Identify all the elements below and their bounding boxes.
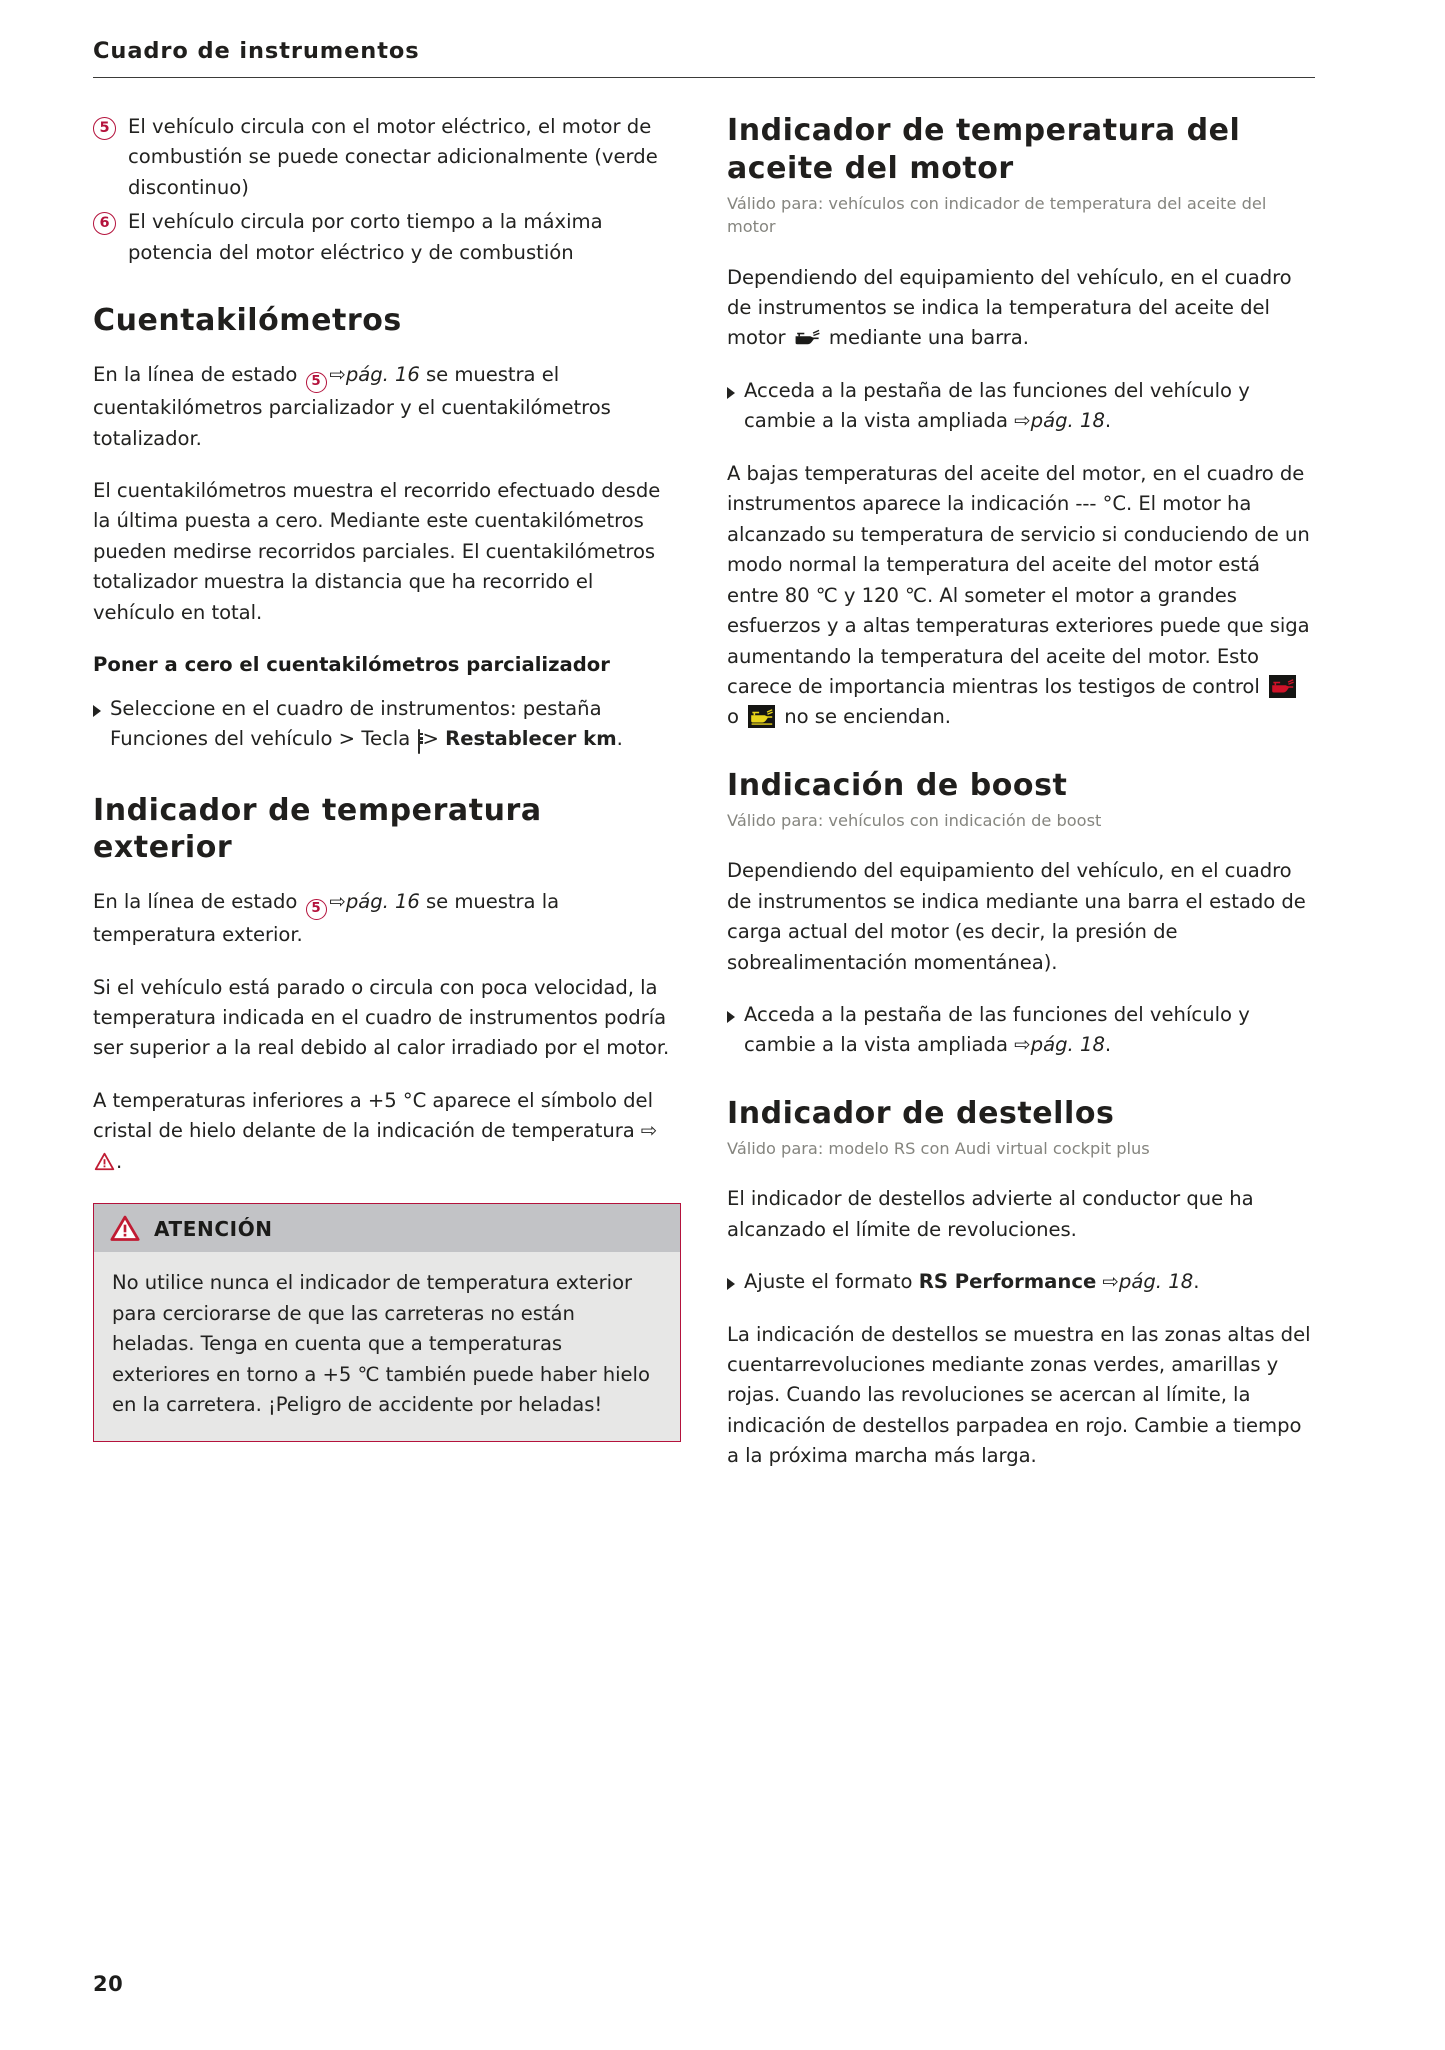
- text-fragment: >: [422, 727, 446, 751]
- section-heading-oil-temp: Indicador de temperatura del aceite del motor: [727, 113, 1241, 186]
- page-title: Cuadro de instrumentos: [93, 38, 420, 64]
- text-fragment: A bajas temperaturas del aceite del motor, en el cuadro de instrumentos aparece la indicación --- °C. El motor ha alcanzado su temperatura de servicio si conduciendo de un modo normal la temperatura del aceite del motor está entre 80 ℃ y 120 ℃. Al someter el motor a grandes esfuerzos y a altas temperaturas exteriores puede que siga aumentando la temperatura del aceite del motor. Esto carece de importancia mientras los testigos de control: [727, 461, 1310, 698]
- list-item: [93, 694, 681, 758]
- valid-for-note: Válido para: vehículos con indicación de boost: [727, 810, 1102, 830]
- reference-number-badge: 5: [306, 899, 327, 920]
- text-fragment: o: [727, 705, 746, 729]
- paragraph: El indicador de destellos advierte al conductor que ha alcanzado el límite de revoluciones.: [727, 1187, 1254, 1241]
- legend-list: [93, 112, 681, 268]
- section-heading-outside-temp: Indicador de temperatura exterior: [93, 792, 542, 866]
- cross-reference[interactable]: [330, 363, 420, 386]
- warning-triangle-icon: [110, 1215, 140, 1242]
- cross-reference-label: pág. 16: [345, 363, 420, 387]
- menu-path-bold: Restablecer km: [445, 727, 617, 751]
- text-fragment: En la línea de estado: [93, 363, 304, 387]
- paragraph: La indicación de destellos se muestra en las zonas altas del cuentarrevoluciones mediante zonas verdes, amarillas y rojas. Cuando las revoluciones se acercan al límite, la indicación de destellos parpadea en rojo. Cambie a tiempo a la próxima marcha más larga.: [727, 1322, 1311, 1468]
- text-fragment: .: [1104, 409, 1112, 433]
- legend-number-badge: 5: [93, 117, 116, 140]
- cross-reference[interactable]: [1014, 409, 1105, 432]
- text-fragment: Ajuste el formato: [744, 1270, 919, 1294]
- left-column: [93, 112, 681, 1494]
- text-fragment: no se enciendan.: [778, 705, 951, 729]
- text-fragment: Acceda a la pestaña de las funciones del vehículo y cambie a la vista ampliada: [744, 378, 1250, 433]
- instruction-text: [744, 1267, 1199, 1297]
- warning-callout-body: [94, 1252, 680, 1440]
- text-fragment: .: [1193, 1270, 1200, 1294]
- cross-reference-label: pág. 18: [1118, 1270, 1194, 1294]
- instruction-text: [744, 376, 1315, 437]
- arrow-right-icon: ⇨: [1102, 1270, 1119, 1294]
- cross-reference-label: pág. 18: [1030, 409, 1105, 433]
- paragraph: Dependiendo del equipamiento del vehículo, en el cuadro de instrumentos se indica mediante una barra el estado de carga actual del motor (es decir, la presión de sobrealimentación momentánea).: [727, 859, 1306, 974]
- triangle-bullet-icon: [93, 705, 101, 717]
- cross-reference[interactable]: [1102, 1270, 1193, 1293]
- legend-item-text: El vehículo circula por corto tiempo a la máxima potencia del motor eléctrico y de combustión: [128, 210, 603, 264]
- paragraph: [727, 459, 1315, 733]
- triangle-bullet-icon: [727, 1278, 735, 1290]
- triangle-bullet-icon: [727, 1011, 735, 1023]
- text-fragment: se muestra la temperatura exterior.: [93, 890, 560, 947]
- warning-callout-text: No utilice nunca el indicador de temperatura exterior para cerciorarse de que las carreteras no están heladas. Tenga en cuenta que a temperaturas exteriores en torno a +5 ℃ también puede haber hielo en la carretera. ¡Peligro de accidente por heladas!: [112, 1271, 650, 1417]
- arrow-right-icon: ⇨: [329, 890, 346, 914]
- arrow-right-icon: ⇨: [640, 1119, 658, 1143]
- cross-reference[interactable]: [330, 890, 420, 913]
- text-fragment: Dependiendo del equipamiento del vehículo, en el cuadro de instrumentos se indica la temperatura del aceite del motor: [727, 265, 1292, 350]
- instruction-text: [744, 1000, 1315, 1061]
- oil-telltale-yellow-icon: [748, 705, 775, 728]
- text-fragment: mediante una barra.: [822, 326, 1029, 350]
- text-fragment: Seleccione en el cuadro de instrumentos: pestaña Funciones del vehículo > Tecla: [110, 696, 602, 751]
- legend-item-text: El vehículo circula con el motor eléctrico, el motor de combustión se puede conectar adicionalmente (verde discontinuo): [128, 115, 658, 199]
- arrow-right-icon: ⇨: [1014, 409, 1031, 433]
- valid-for-note: Válido para: modelo RS con Audi virtual cockpit plus: [727, 1138, 1150, 1158]
- list-item: [727, 376, 1315, 437]
- list-item: [93, 207, 681, 268]
- section-heading-odometer: Cuentakilómetros: [93, 303, 402, 339]
- reference-number-badge: 5: [306, 372, 327, 393]
- paragraph: [93, 887, 681, 950]
- text-fragment: .: [1104, 1033, 1112, 1057]
- text-fragment: A temperaturas inferiores a +5 °C aparece el símbolo del cristal de hielo delante de la indicación de temperatura: [93, 1088, 653, 1143]
- instruction-text: [110, 694, 681, 758]
- section-heading-shift-flash: Indicador de destellos: [727, 1095, 1115, 1131]
- text-fragment: se muestra el cuentakilómetros parcializador y el cuentakilómetros totalizador.: [93, 363, 611, 450]
- oil-telltale-red-icon: [1269, 675, 1296, 698]
- paragraph: [727, 263, 1315, 354]
- paragraph: [93, 360, 681, 454]
- cross-reference-label: pág. 16: [345, 890, 420, 914]
- page-header: [93, 38, 1315, 78]
- subsection-heading-reset-trip: Poner a cero el cuentakilómetros parcializador: [93, 653, 610, 677]
- arrow-right-icon: ⇨: [1014, 1033, 1031, 1057]
- content-columns: [93, 112, 1315, 1494]
- cross-reference-label: pág. 18: [1030, 1033, 1105, 1057]
- paragraph: [93, 1086, 681, 1177]
- valid-for-note: Válido para: vehículos con indicador de temperatura del aceite del motor: [727, 193, 1267, 237]
- oil-can-icon: [794, 329, 821, 346]
- section-heading-boost: Indicación de boost: [727, 767, 1068, 803]
- header-divider: [93, 77, 1315, 78]
- warning-callout-box: [93, 1203, 681, 1441]
- setting-name-bold: RS Performance: [918, 1270, 1097, 1294]
- paragraph: Si el vehículo está parado o circula con poca velocidad, la temperatura indicada en el cuadro de instrumentos podría ser superior a la real debido al calor irradiado por el motor.: [93, 975, 670, 1060]
- warning-callout-header: [94, 1204, 680, 1252]
- legend-number-badge: 6: [93, 212, 116, 235]
- text-fragment: .: [116, 1149, 123, 1173]
- page-number: 20: [93, 1972, 124, 1996]
- paragraph: El cuentakilómetros muestra el recorrido efectuado desde la última puesta a cero. Mediante este cuentakilómetros pueden medirse recorridos parciales. El cuentakilómetros totalizador muestra la distancia que ha recorrido el vehículo en total.: [93, 478, 661, 624]
- right-column: [727, 112, 1315, 1494]
- cross-reference[interactable]: [1014, 1033, 1105, 1056]
- list-item: [727, 1267, 1315, 1297]
- warning-callout-title: ATENCIÓN: [154, 1216, 273, 1241]
- triangle-bullet-icon: [727, 387, 735, 399]
- list-menu-icon: [418, 729, 420, 754]
- list-item: [93, 112, 681, 203]
- text-fragment: Acceda a la pestaña de las funciones del vehículo y cambie a la vista ampliada: [744, 1003, 1250, 1057]
- text-fragment: En la línea de estado: [93, 890, 304, 914]
- list-item: [727, 1000, 1315, 1061]
- arrow-right-icon: ⇨: [329, 363, 346, 387]
- text-fragment: .: [616, 727, 623, 751]
- warning-triangle-icon: [94, 1152, 115, 1171]
